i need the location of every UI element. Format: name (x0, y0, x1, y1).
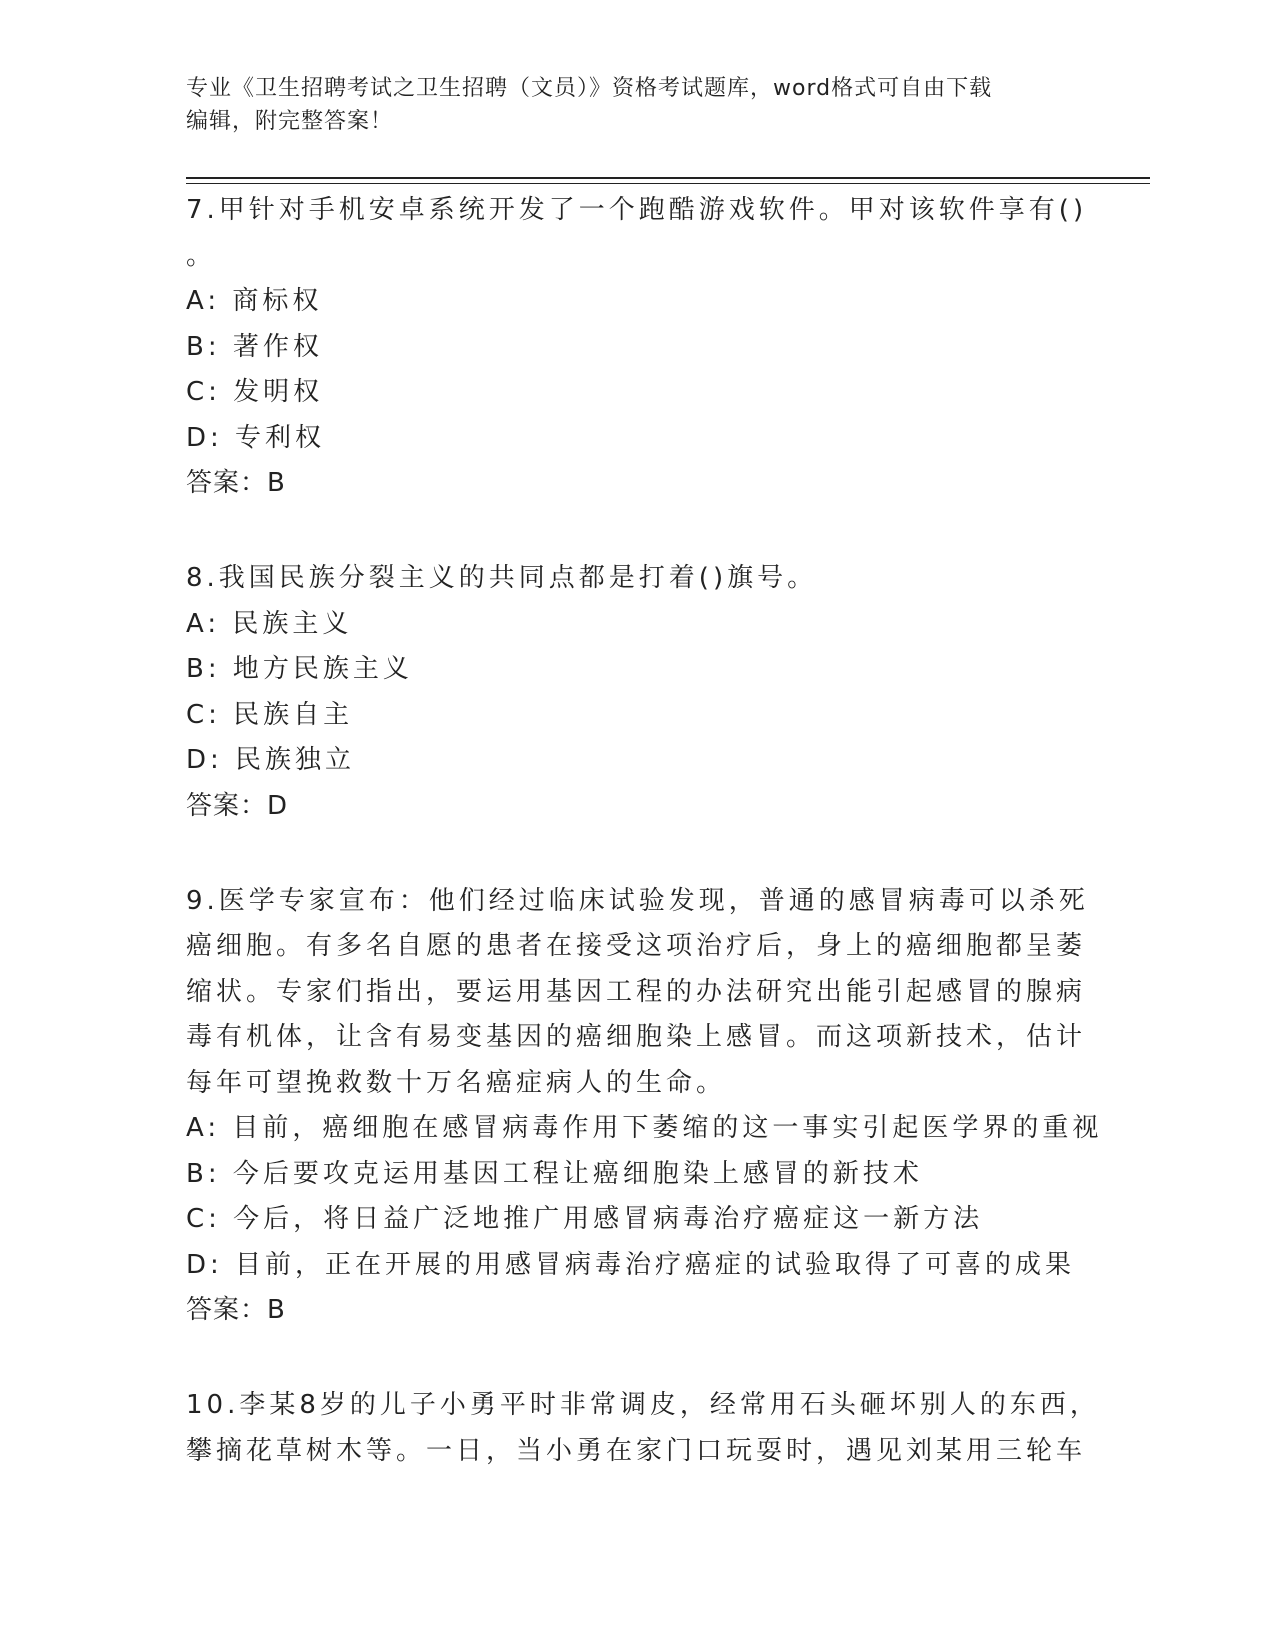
question-stem (186, 556, 1166, 602)
document-header (186, 72, 1086, 138)
question-10 (186, 1383, 1166, 1474)
stem-line: 毒有机体，让含有易变基因的癌细胞染上感冒。而这项新技术，估计 (186, 1022, 1087, 1052)
question-stem (186, 188, 1166, 279)
option-a: A: 民族主义 (186, 608, 353, 639)
spacer (186, 1333, 1166, 1383)
option-b: B: 地方民族主义 (186, 654, 413, 684)
stem-line: 每年可望挽救数十万名癌症病人的生命。 (186, 1067, 727, 1098)
stem-line: 7.甲针对手机安卓系统开发了一个跑酷游戏软件。甲对该软件享有() (186, 195, 1088, 225)
option-c: C: 今后，将日益广泛地推广用感冒病毒治疗癌症这一新方法 (186, 1204, 984, 1234)
stem-line: 8.我国民族分裂主义的共同点都是打着()旗号。 (186, 563, 818, 593)
stem-line: 10.李某8岁的儿子小勇平时非常调皮，经常用石头砸坏别人的东西， (186, 1390, 1100, 1420)
stem-line: 癌细胞。有多名自愿的患者在接受这项治疗后，身上的癌细胞都呈萎 (186, 931, 1087, 961)
option-d: D: 民族独立 (186, 745, 356, 775)
header-line-1: 专业《卫生招聘考试之卫生招聘（文员）》资格考试题库，word格式可自由下载 (186, 76, 993, 101)
option-d: D: 专利权 (186, 422, 326, 453)
question-list (186, 188, 1166, 1474)
question-9 (186, 879, 1166, 1334)
stem-line: 9.医学专家宣布：他们经过临床试验发现，普通的感冒病毒可以杀死 (186, 885, 1089, 916)
option-c: C: 民族自主 (186, 699, 354, 730)
header-divider-thin (186, 183, 1150, 184)
option-c: C: 发明权 (186, 377, 324, 407)
question-stem (186, 1383, 1166, 1474)
question-8 (186, 556, 1166, 829)
question-stem (186, 879, 1166, 1107)
option-a: A: 商标权 (186, 286, 323, 316)
option-b: B: 今后要攻克运用基因工程让癌细胞染上感冒的新技术 (186, 1158, 923, 1189)
option-a: A: 目前，癌细胞在感冒病毒作用下萎缩的这一事实引起医学界的重视 (186, 1113, 1103, 1143)
stem-line: 。 (186, 240, 217, 271)
header-divider-thick (186, 177, 1150, 179)
option-d: D: 目前，正在开展的用感冒病毒治疗癌症的试验取得了可喜的成果 (186, 1249, 1076, 1280)
option-b: B: 著作权 (186, 331, 323, 362)
spacer (186, 506, 1166, 556)
stem-line: 攀摘花草树木等。一日，当小勇在家门口玩耍时，遇见刘某用三轮车 (186, 1435, 1087, 1466)
stem-line: 缩状。专家们指出，要运用基因工程的办法研究出能引起感冒的腺病 (186, 976, 1087, 1007)
answer: 答案：B (186, 468, 286, 498)
answer: 答案：B (186, 1295, 286, 1325)
question-7 (186, 188, 1166, 506)
header-line-2: 编辑，附完整答案！ (186, 109, 394, 134)
spacer (186, 829, 1166, 879)
answer: 答案：D (186, 790, 289, 821)
